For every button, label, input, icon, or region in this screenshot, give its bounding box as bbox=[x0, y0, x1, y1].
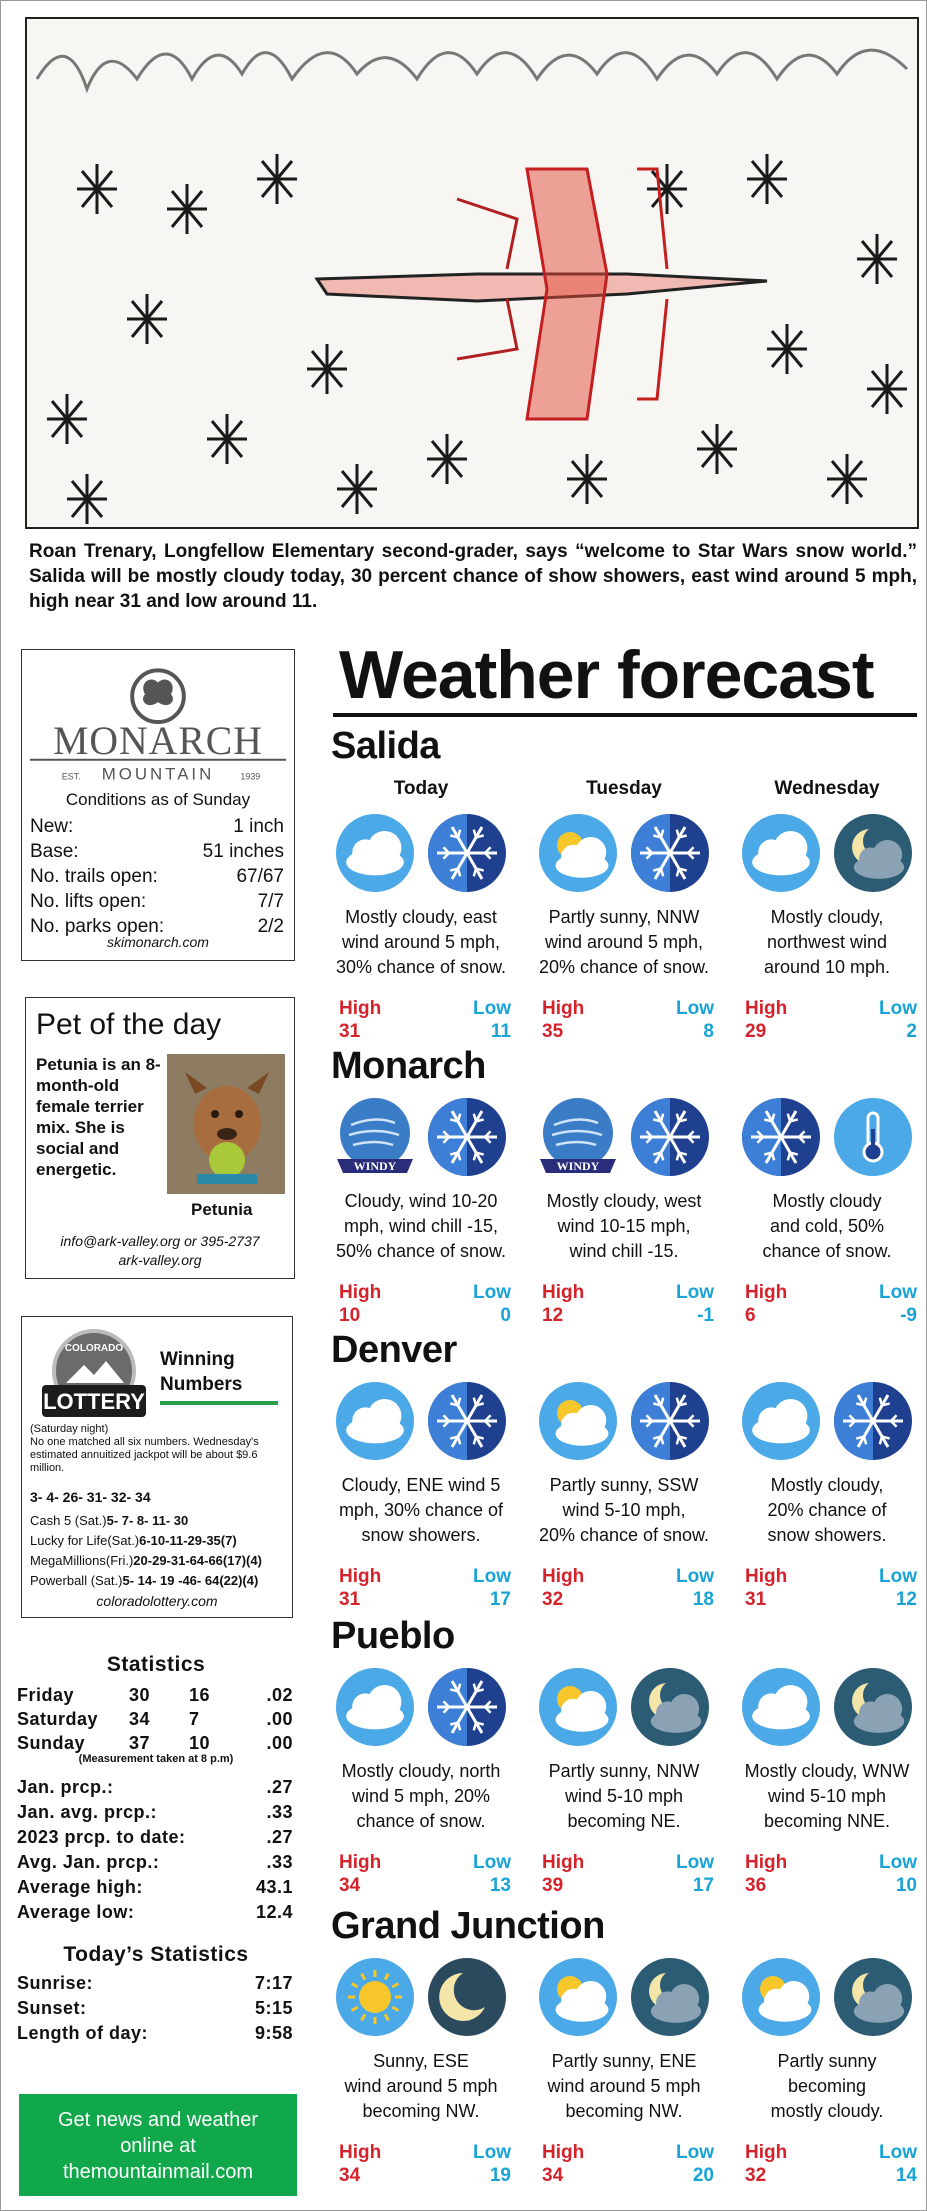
description-line: wind 5-10 mph bbox=[564, 1786, 684, 1806]
high-temp bbox=[542, 1851, 584, 1897]
low-label: Low bbox=[473, 1566, 511, 1587]
pet-description: Petunia is an 8-month-old female terrier mix. She is social and energetic. bbox=[36, 1055, 161, 1179]
condition-value: 2/2 bbox=[257, 916, 284, 937]
low-label: Low bbox=[473, 1282, 511, 1303]
description-line: Cloudy, wind 10-20 bbox=[344, 1191, 498, 1211]
today-label: Sunset: bbox=[17, 1998, 87, 2018]
high-label: High bbox=[339, 1852, 382, 1873]
high-temp bbox=[542, 1565, 584, 1611]
stat-value: 12.4 bbox=[255, 1902, 293, 1922]
low-value: 12 bbox=[895, 1589, 917, 1610]
svg-text:LOTTERY: LOTTERY bbox=[43, 1389, 145, 1414]
high-temp bbox=[339, 1851, 381, 1897]
forecast-description bbox=[727, 1473, 927, 1548]
forecast-description bbox=[524, 905, 724, 980]
low-label: Low bbox=[473, 2142, 511, 2163]
description-line: 20% chance of bbox=[767, 1500, 887, 1520]
description-line: Partly sunny, NNW bbox=[548, 1761, 700, 1781]
high-value: 35 bbox=[542, 1021, 564, 1042]
description-line: becoming NW. bbox=[362, 2101, 480, 2121]
description-line: Partly sunny, NNW bbox=[548, 907, 700, 927]
low-label: Low bbox=[676, 1566, 714, 1587]
description-line: wind around 5 mph bbox=[344, 2076, 498, 2096]
today-label: Sunrise: bbox=[17, 1973, 94, 1993]
high-value: 31 bbox=[339, 1021, 361, 1042]
snowflake-icon bbox=[427, 1097, 507, 1177]
svg-text:MONARCH: MONARCH bbox=[53, 718, 263, 763]
description-line: snow showers. bbox=[767, 1525, 887, 1545]
lottery-game: MegaMillions(Fri.) bbox=[30, 1553, 134, 1568]
svg-text:WINDY: WINDY bbox=[353, 1159, 397, 1173]
day-name-wednesday: Wednesday bbox=[774, 778, 880, 799]
description-line: becoming NW. bbox=[565, 2101, 683, 2121]
stat-value: .33 bbox=[266, 1802, 293, 1822]
forecast-description bbox=[524, 2049, 724, 2124]
low-value: 17 bbox=[692, 1875, 714, 1896]
low-temp bbox=[664, 1851, 714, 1897]
stat-high: 34 bbox=[129, 1709, 151, 1729]
statistics-title: Statistics bbox=[106, 1653, 206, 1676]
high-value: 36 bbox=[745, 1875, 767, 1896]
stat-high: 37 bbox=[129, 1733, 151, 1753]
city-name: Salida bbox=[331, 725, 440, 767]
low-value: 2 bbox=[906, 1021, 917, 1042]
description-line: becoming NE. bbox=[567, 1811, 681, 1831]
description-line: Mostly cloudy, west bbox=[546, 1191, 702, 1211]
lottery-game: Cash 5 (Sat.) bbox=[30, 1513, 107, 1528]
svg-text:MOUNTAIN: MOUNTAIN bbox=[101, 764, 215, 784]
high-temp bbox=[339, 2141, 381, 2187]
winning-numbers-title bbox=[160, 1347, 242, 1397]
low-temp bbox=[664, 1565, 714, 1611]
pet-contact bbox=[26, 1232, 294, 1270]
description-line: around 10 mph. bbox=[763, 957, 891, 977]
description-line: Mostly cloudy, east bbox=[345, 907, 497, 927]
high-temp bbox=[745, 1281, 787, 1327]
description-line: mph, 30% chance of bbox=[338, 1500, 504, 1520]
lottery-note-jackpot: No one matched all six numbers. Wednesday's estimated annuitized jackpot will be about $9.6 million. bbox=[30, 1436, 259, 1474]
weather-forecast-title: Weather forecast bbox=[339, 637, 874, 713]
description-line: Partly sunny, SSW bbox=[549, 1475, 699, 1495]
high-value: 34 bbox=[339, 1875, 361, 1896]
today-value: 7:17 bbox=[254, 1973, 293, 1993]
high-label: High bbox=[745, 2142, 788, 2163]
low-value: 17 bbox=[489, 1589, 511, 1610]
low-temp bbox=[664, 2141, 714, 2187]
pet-name: Petunia bbox=[191, 1200, 253, 1219]
forecast-description bbox=[321, 1473, 521, 1548]
todays-statistics-title: Today’s Statistics bbox=[63, 1943, 249, 1966]
conditions-rows bbox=[30, 814, 284, 939]
stat-value: .33 bbox=[266, 1852, 293, 1872]
low-value: 13 bbox=[489, 1875, 511, 1896]
high-label: High bbox=[542, 1566, 585, 1587]
condition-label: No. trails open: bbox=[30, 866, 158, 887]
condition-label: Base: bbox=[30, 841, 79, 862]
low-label: Low bbox=[879, 2142, 917, 2163]
red-spaceship bbox=[317, 169, 767, 419]
cloud-icon bbox=[741, 1381, 821, 1461]
star-wars-snow-drawing bbox=[27, 19, 919, 529]
stat-low: 16 bbox=[189, 1685, 211, 1705]
city-name: Pueblo bbox=[331, 1615, 455, 1657]
low-label: Low bbox=[676, 1852, 714, 1873]
night-cloud-icon bbox=[630, 1957, 710, 2037]
condition-row bbox=[30, 864, 284, 889]
cloud-icon bbox=[335, 1381, 415, 1461]
title-rule bbox=[333, 713, 917, 717]
snowflake-icon bbox=[630, 1097, 710, 1177]
lottery-numbers: 20-29-31-64-66(17)(4) bbox=[133, 1553, 262, 1568]
high-value: 6 bbox=[745, 1305, 756, 1326]
low-temp bbox=[461, 2141, 511, 2187]
description-line: becoming NNE. bbox=[763, 1811, 891, 1831]
high-value: 34 bbox=[542, 2165, 564, 2186]
condition-row bbox=[30, 839, 284, 864]
low-value: 20 bbox=[692, 2165, 714, 2186]
low-label: Low bbox=[879, 1282, 917, 1303]
stat-prcp: .00 bbox=[266, 1733, 293, 1753]
low-value: 18 bbox=[692, 1589, 714, 1610]
description-line: Mostly cloudy, bbox=[770, 1475, 884, 1495]
pet-site: ark-valley.org bbox=[118, 1252, 202, 1268]
high-label: High bbox=[339, 1282, 382, 1303]
cloud-icon bbox=[335, 813, 415, 893]
description-line: 20% chance of snow. bbox=[538, 957, 710, 977]
low-temp bbox=[867, 1565, 917, 1611]
description-line: mostly cloudy. bbox=[770, 2101, 884, 2121]
lotto-main-numbers: 3- 4- 26- 31- 32- 34 bbox=[30, 1489, 151, 1505]
description-line: Sunny, ESE bbox=[373, 2051, 469, 2071]
forecast-description bbox=[727, 2049, 927, 2124]
forecast-description bbox=[727, 1759, 927, 1834]
low-value: 8 bbox=[703, 1021, 714, 1042]
high-label: High bbox=[745, 1852, 788, 1873]
city-name: Denver bbox=[331, 1329, 457, 1371]
forecast-description bbox=[727, 905, 927, 980]
snowflake-icon bbox=[741, 1097, 821, 1177]
pet-photo bbox=[167, 1054, 285, 1194]
stat-value: 43.1 bbox=[255, 1877, 293, 1897]
low-label: Low bbox=[676, 2142, 714, 2163]
description-line: becoming bbox=[787, 2076, 867, 2096]
high-value: 12 bbox=[542, 1305, 564, 1326]
high-value: 32 bbox=[542, 1589, 564, 1610]
stat-prcp: .00 bbox=[266, 1709, 293, 1729]
lottery-numbers: 5- 7- 8- 11- 30 bbox=[106, 1513, 189, 1528]
stat-value: .27 bbox=[266, 1777, 293, 1797]
description-line: Partly sunny bbox=[777, 2051, 877, 2071]
night-cloud-icon bbox=[630, 1667, 710, 1747]
low-value: 14 bbox=[895, 2165, 917, 2186]
high-label: High bbox=[745, 1282, 788, 1303]
description-line: 30% chance of snow. bbox=[335, 957, 507, 977]
high-label: High bbox=[542, 1282, 585, 1303]
low-temp bbox=[461, 1851, 511, 1897]
description-line: and cold, 50% bbox=[769, 1216, 885, 1236]
condition-row bbox=[30, 889, 284, 914]
high-temp bbox=[745, 997, 787, 1043]
high-label: High bbox=[339, 1566, 382, 1587]
description-line: Mostly cloudy, WNW bbox=[744, 1761, 910, 1781]
low-value: 10 bbox=[895, 1875, 917, 1896]
description-line: Mostly cloudy bbox=[772, 1191, 882, 1211]
stat-label: Average low: bbox=[17, 1902, 135, 1922]
pet-title: Pet of the day bbox=[36, 1008, 222, 1041]
low-temp bbox=[867, 2141, 917, 2187]
low-temp bbox=[664, 997, 714, 1043]
promo-link[interactable]: themountainmail.com bbox=[62, 2161, 254, 2183]
stat-prcp: .02 bbox=[266, 1685, 293, 1705]
stat-day: Friday bbox=[17, 1685, 75, 1705]
sun-icon bbox=[335, 1957, 415, 2037]
low-temp bbox=[461, 997, 511, 1043]
stat-day: Sunday bbox=[17, 1733, 86, 1753]
lottery-row bbox=[30, 1553, 262, 1569]
stat-high: 30 bbox=[129, 1685, 151, 1705]
high-temp bbox=[745, 2141, 787, 2187]
promo-line1: Get news and weather bbox=[57, 2109, 259, 2131]
forecast-description bbox=[524, 1473, 724, 1548]
pet-contact-line: info@ark-valley.org or 395-2737 bbox=[60, 1233, 260, 1249]
lottery-game: Lucky for Life(Sat.) bbox=[30, 1533, 140, 1548]
night-cloud-icon bbox=[833, 1957, 913, 2037]
high-label: High bbox=[339, 2142, 382, 2163]
low-label: Low bbox=[473, 1852, 511, 1873]
city-name: Grand Junction bbox=[331, 1905, 605, 1947]
green-underline bbox=[160, 1401, 278, 1405]
butterfly-icon bbox=[143, 679, 173, 705]
moon-icon bbox=[427, 1957, 507, 2037]
low-value: -9 bbox=[900, 1305, 917, 1326]
description-line: wind 5-10 mph, bbox=[562, 1500, 686, 1520]
low-value: 11 bbox=[490, 1021, 511, 1042]
condition-value: 51 inches bbox=[202, 841, 284, 862]
thermometer-icon bbox=[833, 1097, 913, 1177]
monarch-mountain-logo bbox=[22, 668, 294, 786]
svg-text:1939: 1939 bbox=[240, 771, 261, 782]
description-line: wind around 5 mph, bbox=[341, 932, 501, 952]
child-drawing bbox=[25, 17, 919, 529]
forecast-description bbox=[524, 1189, 724, 1264]
high-temp bbox=[339, 1565, 381, 1611]
high-label: High bbox=[745, 998, 788, 1019]
dog-photo-icon bbox=[167, 1054, 285, 1194]
description-line: wind 5-10 mph bbox=[767, 1786, 887, 1806]
condition-label: No. parks open: bbox=[30, 916, 165, 937]
condition-label: No. lifts open: bbox=[30, 891, 147, 912]
snowflake-icon bbox=[427, 813, 507, 893]
condition-row bbox=[30, 814, 284, 839]
windy-icon bbox=[538, 1097, 618, 1177]
svg-text:COLORADO: COLORADO bbox=[64, 1343, 124, 1354]
low-temp bbox=[867, 1851, 917, 1897]
lottery-row bbox=[30, 1513, 188, 1529]
description-line: wind around 5 mph bbox=[547, 2076, 701, 2096]
description-line: wind 5 mph, 20% bbox=[351, 1786, 491, 1806]
stat-low: 10 bbox=[189, 1733, 211, 1753]
day-name-today: Today bbox=[393, 778, 449, 799]
stat-day: Saturday bbox=[17, 1709, 99, 1729]
high-value: 10 bbox=[339, 1305, 361, 1326]
high-value: 31 bbox=[339, 1589, 361, 1610]
today-value: 9:58 bbox=[254, 2023, 293, 2043]
today-value: 5:15 bbox=[254, 1998, 293, 2018]
lottery-numbers: 6-10-11-29-35(7) bbox=[139, 1533, 237, 1548]
high-value: 34 bbox=[339, 2165, 361, 2186]
high-temp bbox=[542, 1281, 584, 1327]
description-line: wind around 5 mph, bbox=[544, 932, 704, 952]
partly-sunny-icon bbox=[741, 1957, 821, 2037]
partly-sunny-icon bbox=[538, 1957, 618, 2037]
pet-of-the-day-box bbox=[25, 997, 295, 1279]
high-label: High bbox=[542, 1852, 585, 1873]
forecast-description bbox=[321, 1189, 521, 1264]
low-label: Low bbox=[879, 998, 917, 1019]
snowflake-icon bbox=[630, 1381, 710, 1461]
description-line: 50% chance of snow. bbox=[335, 1241, 507, 1261]
description-line: chance of snow. bbox=[762, 1241, 892, 1261]
low-temp bbox=[461, 1281, 511, 1327]
snowflake-icon bbox=[630, 813, 710, 893]
lottery-notes bbox=[30, 1423, 286, 1475]
high-value: 32 bbox=[745, 2165, 767, 2186]
high-value: 29 bbox=[745, 1021, 767, 1042]
lottery-site: coloradolottery.com bbox=[96, 1593, 218, 1609]
condition-label: New: bbox=[30, 816, 74, 837]
high-temp bbox=[745, 1851, 787, 1897]
low-temp bbox=[867, 1281, 917, 1327]
high-label: High bbox=[745, 1566, 788, 1587]
condition-value: 67/67 bbox=[236, 866, 284, 887]
monarch-conditions-box bbox=[21, 649, 295, 961]
snowflake-icon bbox=[833, 1381, 913, 1461]
condition-value: 7/7 bbox=[257, 891, 284, 912]
winning-title-line2: Numbers bbox=[160, 1374, 243, 1395]
night-cloud-icon bbox=[833, 813, 913, 893]
high-temp bbox=[542, 2141, 584, 2187]
lottery-box bbox=[21, 1316, 293, 1618]
monarch-site: skimonarch.com bbox=[107, 934, 209, 950]
svg-text:WINDY: WINDY bbox=[556, 1159, 600, 1173]
snowflake-icon bbox=[427, 1667, 507, 1747]
high-temp bbox=[339, 1281, 381, 1327]
description-line: 20% chance of snow. bbox=[538, 1525, 710, 1545]
partly-sunny-icon bbox=[538, 1381, 618, 1461]
lottery-numbers: 5- 14- 19 -46- 64(22)(4) bbox=[122, 1573, 259, 1588]
low-temp bbox=[664, 1281, 714, 1327]
low-label: Low bbox=[676, 998, 714, 1019]
description-line: Mostly cloudy, north bbox=[341, 1761, 501, 1781]
forecast-description bbox=[524, 1759, 724, 1834]
today-label: Length of day: bbox=[17, 2023, 148, 2043]
promo-box[interactable] bbox=[19, 2094, 297, 2196]
high-temp bbox=[542, 997, 584, 1043]
stat-low: 7 bbox=[189, 1709, 200, 1729]
high-temp bbox=[745, 1565, 787, 1611]
low-label: Low bbox=[676, 1282, 714, 1303]
low-value: -1 bbox=[697, 1305, 714, 1326]
high-label: High bbox=[542, 2142, 585, 2163]
low-label: Low bbox=[879, 1566, 917, 1587]
low-temp bbox=[461, 1565, 511, 1611]
conditions-title: Conditions as of Sunday bbox=[65, 790, 251, 809]
cloud-icon bbox=[741, 813, 821, 893]
stat-label: Jan. prcp.: bbox=[17, 1777, 114, 1797]
partly-sunny-icon bbox=[538, 1667, 618, 1747]
drawing-caption: Roan Trenary, Longfellow Elementary second-grader, says “welcome to Star Wars snow world.” Salida will be mostly cloudy today, 30 percent chance of show showers, east wind around 5 mph, high near 31 and low around 11. bbox=[29, 541, 917, 612]
city-name: Monarch bbox=[331, 1045, 486, 1087]
low-label: Low bbox=[473, 998, 511, 1019]
lottery-game: Powerball (Sat.) bbox=[30, 1573, 123, 1588]
lottery-row bbox=[30, 1533, 237, 1549]
colorado-lottery-logo bbox=[36, 1327, 152, 1427]
description-line: chance of snow. bbox=[356, 1811, 486, 1831]
description-line: wind chill -15. bbox=[569, 1241, 679, 1261]
description-line: snow showers. bbox=[361, 1525, 481, 1545]
high-temp bbox=[339, 997, 381, 1043]
measurement-note: (Measurement taken at 8 p.m) bbox=[78, 1753, 234, 1765]
day-name-tuesday: Tuesday bbox=[586, 778, 662, 799]
low-value: 19 bbox=[489, 2165, 511, 2186]
night-cloud-icon bbox=[833, 1667, 913, 1747]
forecast-description bbox=[321, 1759, 521, 1834]
windy-icon bbox=[335, 1097, 415, 1177]
high-label: High bbox=[542, 998, 585, 1019]
snowflake-icon bbox=[427, 1381, 507, 1461]
description-line: wind 10-15 mph, bbox=[557, 1216, 691, 1236]
description-line: northwest wind bbox=[766, 932, 888, 952]
low-temp bbox=[867, 997, 917, 1043]
stat-label: 2023 prcp. to date: bbox=[17, 1827, 186, 1847]
partly-sunny-icon bbox=[538, 813, 618, 893]
low-label: Low bbox=[879, 1852, 917, 1873]
forecast-description bbox=[321, 2049, 521, 2124]
stat-label: Avg. Jan. prcp.: bbox=[17, 1852, 160, 1872]
stat-value: .27 bbox=[266, 1827, 293, 1847]
cloud-icon bbox=[335, 1667, 415, 1747]
forecast-description bbox=[321, 905, 521, 980]
description-line: Cloudy, ENE wind 5 bbox=[341, 1475, 501, 1495]
description-line: Partly sunny, ENE bbox=[551, 2051, 697, 2071]
condition-value: 1 inch bbox=[233, 816, 284, 837]
high-value: 39 bbox=[542, 1875, 564, 1896]
promo-line2: online at bbox=[120, 2135, 196, 2157]
high-label: High bbox=[339, 998, 382, 1019]
stat-label: Jan. avg. prcp.: bbox=[17, 1802, 158, 1822]
cloud-icon bbox=[741, 1667, 821, 1747]
high-value: 31 bbox=[745, 1589, 767, 1610]
lottery-row bbox=[30, 1573, 258, 1589]
description-line: mph, wind chill -15, bbox=[343, 1216, 499, 1236]
lottery-note-night: (Saturday night) bbox=[30, 1423, 109, 1435]
low-value: 0 bbox=[500, 1305, 511, 1326]
description-line: Mostly cloudy, bbox=[770, 907, 884, 927]
forecast-description bbox=[727, 1189, 927, 1264]
stat-label: Average high: bbox=[17, 1877, 143, 1897]
svg-text:EST.: EST. bbox=[61, 771, 81, 782]
winning-title-line1: Winning bbox=[160, 1349, 235, 1370]
